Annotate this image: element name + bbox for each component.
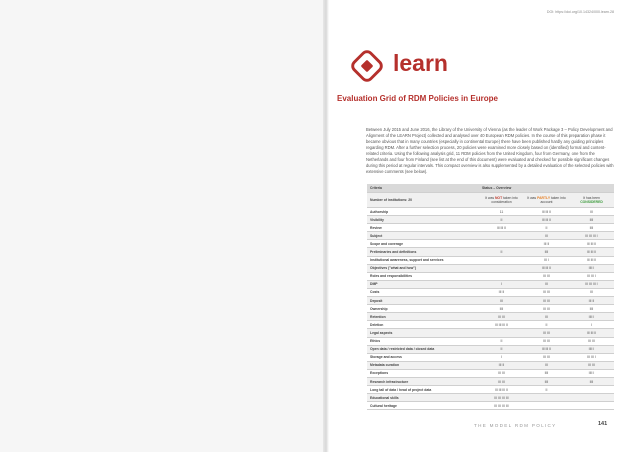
- tally-considered-cell: IIII: [569, 377, 614, 385]
- tally-considered-cell: III: [569, 288, 614, 296]
- tally-considered-cell: I: [569, 321, 614, 329]
- tally-not-cell: [479, 256, 524, 264]
- table-row: [367, 313, 614, 321]
- tally-considered-cell: IIII I: [569, 369, 614, 377]
- tally-not-cell: II: [479, 248, 524, 256]
- table-row: [367, 288, 614, 296]
- status-not-considered: It was NOT taken into consideration: [479, 193, 524, 208]
- criterion-cell: Objectives ("what and how"): [367, 264, 479, 272]
- tally-considered-cell: III: [569, 208, 614, 216]
- tally-considered-cell: III III II: [569, 248, 614, 256]
- criterion-cell: Research infrastructure: [367, 377, 479, 385]
- table-body: [367, 208, 614, 410]
- table-row: [367, 353, 614, 361]
- table-row: [367, 297, 614, 305]
- tally-considered-cell: [569, 386, 614, 394]
- tally-not-cell: [479, 329, 524, 337]
- table-row: [367, 216, 614, 224]
- tally-not-cell: III III III II: [479, 321, 524, 329]
- tally-partly-cell: [524, 402, 569, 410]
- tally-considered-cell: III III: [569, 361, 614, 369]
- status-overview-header: Status – Overview: [479, 184, 614, 193]
- criterion-cell: Deletion: [367, 321, 479, 329]
- tally-considered-cell: III III II: [569, 240, 614, 248]
- criteria-header: Criteria: [367, 184, 479, 193]
- tally-considered-cell: IIII I: [569, 313, 614, 321]
- tally-not-cell: [479, 272, 524, 280]
- criterion-cell: Preliminaries and definitions: [367, 248, 479, 256]
- criterion-cell: Retention: [367, 313, 479, 321]
- page-title: Evaluation Grid of RDM Policies in Europe: [337, 94, 498, 103]
- table-row: [367, 386, 614, 394]
- tally-partly-cell: [524, 394, 569, 402]
- tally-considered-cell: III III II: [569, 329, 614, 337]
- tally-not-cell: III II: [479, 361, 524, 369]
- tally-considered-cell: III III I: [569, 353, 614, 361]
- tally-not-cell: [479, 240, 524, 248]
- table-row: [367, 345, 614, 353]
- tally-not-cell: III III III II: [479, 386, 524, 394]
- table-row: [367, 369, 614, 377]
- tally-partly-cell: III III: [524, 297, 569, 305]
- table-row: [367, 248, 614, 256]
- tally-considered-cell: III III III I: [569, 232, 614, 240]
- criterion-cell: Metadata curation: [367, 361, 479, 369]
- tally-not-cell: III III: [479, 313, 524, 321]
- tally-partly-cell: IIII: [524, 369, 569, 377]
- criterion-cell: Review: [367, 224, 479, 232]
- table-subheader-row: [367, 193, 614, 208]
- tally-partly-cell: III III II: [524, 208, 569, 216]
- criterion-cell: Visibility: [367, 216, 479, 224]
- table-row: [367, 305, 614, 313]
- table-row: [367, 361, 614, 369]
- criterion-cell: Storage and access: [367, 353, 479, 361]
- status-considered-highlight: CONSIDERED: [580, 200, 603, 204]
- evaluation-grid-table: [367, 184, 614, 410]
- page-number: 141: [598, 421, 608, 427]
- tally-not-cell: III III III III: [479, 402, 524, 410]
- tally-not-cell: II: [479, 216, 524, 224]
- criterion-cell: Scope and coverage: [367, 240, 479, 248]
- criterion-cell: Ethics: [367, 337, 479, 345]
- tally-not-cell: III: [479, 297, 524, 305]
- tally-considered-cell: IIII I: [569, 345, 614, 353]
- status-not-highlight: NOT: [494, 195, 503, 200]
- table-row: [367, 224, 614, 232]
- criterion-cell: Costs: [367, 288, 479, 296]
- tally-considered-cell: [569, 402, 614, 410]
- tally-not-cell: II: [479, 337, 524, 345]
- criterion-cell: Institutional awareness, support and services: [367, 256, 479, 264]
- criterion-cell: Legal aspects: [367, 329, 479, 337]
- tally-considered-cell: IIII: [569, 216, 614, 224]
- criterion-cell: Subject: [367, 232, 479, 240]
- logo-text: learn: [393, 50, 448, 76]
- tally-partly-cell: II: [524, 224, 569, 232]
- tally-partly-cell: III: [524, 313, 569, 321]
- tally-partly-cell: III II: [524, 240, 569, 248]
- tally-not-cell: [479, 232, 524, 240]
- tally-considered-cell: III II: [569, 297, 614, 305]
- criterion-cell: Educational skills: [367, 394, 479, 402]
- tally-not-cell: IIII: [479, 305, 524, 313]
- tally-not-cell: III III II: [479, 224, 524, 232]
- status-considered: It has been CONSIDERED: [569, 193, 614, 208]
- tally-considered-cell: III III I: [569, 272, 614, 280]
- tally-partly-cell: III III: [524, 329, 569, 337]
- tally-partly-cell: III III: [524, 272, 569, 280]
- criterion-cell: Roles and responsibilities: [367, 272, 479, 280]
- tally-considered-cell: III III: [569, 337, 614, 345]
- tally-partly-cell: III I: [524, 256, 569, 264]
- tally-considered-cell: IIII: [569, 305, 614, 313]
- tally-not-cell: [479, 264, 524, 272]
- table-row: [367, 272, 614, 280]
- criterion-cell: Ownership: [367, 305, 479, 313]
- tally-partly-cell: III III II: [524, 345, 569, 353]
- table-row: [367, 329, 614, 337]
- table-row: [367, 280, 614, 288]
- table-row: [367, 256, 614, 264]
- tally-partly-cell: III III II: [524, 216, 569, 224]
- table-row: [367, 240, 614, 248]
- table-row: [367, 321, 614, 329]
- tally-considered-cell: IIII: [569, 224, 614, 232]
- tally-partly-cell: III III: [524, 305, 569, 313]
- tally-partly-cell: II: [524, 321, 569, 329]
- intro-paragraph: Between July 2015 and June 2016, the Library of the University of Vienna (as the leader of Work Package 3 – Policy Development and Alignment of the LEARN Project) collected and analysed over 40 European RDM policies. In the course of this preparation phase it became obvious that in many countries (especially in continental Europe) there have been published hardly any guiding principles regarding RDM. After a further selection process, 20 policies were examined more closely based on (identified) formal and content-related criteria. Using the following analysis grid, 11 RDM policies from the United Kingdom, four from Germany, one from the Netherlands and four from Finland (see list at the end of this document) were evaluated and checked for possible significant changes during this period at regular intervals. This compact overview is also supplemented by a detailed evaluation of the selected policies with extensive comments (see below).: [366, 127, 614, 174]
- tally-partly-cell: IIII: [524, 377, 569, 385]
- table-row: [367, 377, 614, 385]
- criterion-cell: Authorship: [367, 208, 479, 216]
- tally-partly-cell: III: [524, 232, 569, 240]
- tally-partly-cell: IIII: [524, 248, 569, 256]
- tally-considered-cell: [569, 394, 614, 402]
- tally-not-cell: I: [479, 353, 524, 361]
- criterion-cell: Cultural heritage: [367, 402, 479, 410]
- tally-not-cell: II: [479, 345, 524, 353]
- table-row: [367, 337, 614, 345]
- table-row: [367, 394, 614, 402]
- tally-not-cell: III III III III: [479, 394, 524, 402]
- tally-considered-cell: IIII I: [569, 264, 614, 272]
- tally-partly-cell: III III: [524, 353, 569, 361]
- tally-partly-cell: III: [524, 361, 569, 369]
- status-partly-considered: It was PARTLY taken into account: [524, 193, 569, 208]
- table-header-row: [367, 184, 614, 193]
- criterion-cell: DMP: [367, 280, 479, 288]
- criterion-cell: Exceptions: [367, 369, 479, 377]
- tally-partly-cell: III III: [524, 337, 569, 345]
- tally-partly-cell: II: [524, 386, 569, 394]
- learn-logo-icon: [349, 48, 385, 84]
- tally-partly-cell: III: [524, 280, 569, 288]
- tally-not-cell: III III: [479, 377, 524, 385]
- tally-considered-cell: III III III I: [569, 280, 614, 288]
- doi-link[interactable]: DOI: https://doi.org/10.14324/000.learn.28: [546, 10, 614, 14]
- table-row: [367, 232, 614, 240]
- status-partly-highlight: PARTLY: [537, 195, 551, 200]
- table-row: [367, 264, 614, 272]
- table-row: [367, 208, 614, 216]
- criterion-cell: Open data / restricted data / closed data: [367, 345, 479, 353]
- tally-partly-cell: III III: [524, 288, 569, 296]
- tally-not-cell: I: [479, 280, 524, 288]
- footer-title: THE MODEL RDM POLICY: [474, 423, 557, 428]
- institutions-count: Number of institutions: 20: [367, 193, 479, 208]
- tally-partly-cell: III III II: [524, 264, 569, 272]
- tally-not-cell: III III: [479, 369, 524, 377]
- criterion-cell: Long tail of data / head of project data: [367, 386, 479, 394]
- tally-not-cell: III II: [479, 288, 524, 296]
- criterion-cell: Deposit: [367, 297, 479, 305]
- table-row: [367, 402, 614, 410]
- tally-considered-cell: III III II: [569, 256, 614, 264]
- tally-not-cell: 11: [479, 208, 524, 216]
